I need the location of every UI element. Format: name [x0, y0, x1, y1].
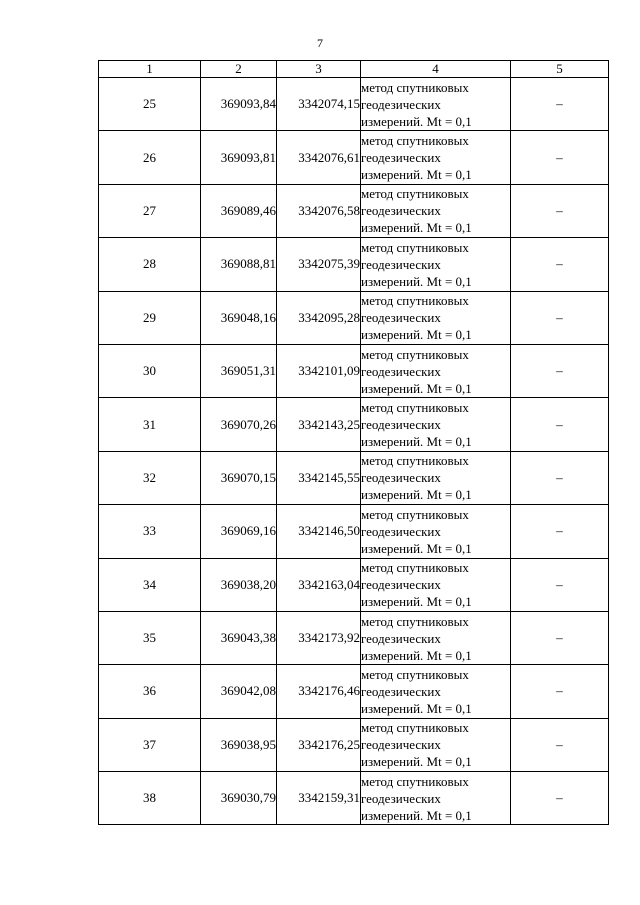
y-coordinate-cell: 3342146,50 [277, 505, 361, 558]
method-cell: метод спутниковых геодезических измерений. Mt = 0,1 [361, 611, 511, 664]
x-coordinate-cell: 369070,15 [201, 451, 277, 504]
method-cell: метод спутниковых геодезических измерений. Mt = 0,1 [361, 718, 511, 771]
point-number-cell: 25 [99, 78, 201, 131]
y-coordinate-cell: 3342074,15 [277, 78, 361, 131]
y-coordinate-cell: 3342159,31 [277, 772, 361, 825]
y-coordinate-cell: 3342076,61 [277, 131, 361, 184]
method-cell: метод спутниковых геодезических измерений. Mt = 0,1 [361, 344, 511, 397]
table-row [99, 718, 609, 771]
y-coordinate-cell: 3342075,39 [277, 238, 361, 291]
y-coordinate-cell: 3342176,25 [277, 718, 361, 771]
x-coordinate-cell: 369030,79 [201, 772, 277, 825]
note-cell: – [511, 344, 609, 397]
table-row [99, 611, 609, 664]
note-cell: – [511, 505, 609, 558]
method-cell: метод спутниковых геодезических измерений. Mt = 0,1 [361, 665, 511, 718]
note-cell: – [511, 238, 609, 291]
table-row [99, 184, 609, 237]
note-cell: – [511, 291, 609, 344]
table-row [99, 131, 609, 184]
method-cell: метод спутниковых геодезических измерений. Mt = 0,1 [361, 291, 511, 344]
point-number-cell: 35 [99, 611, 201, 664]
method-cell: метод спутниковых геодезических измерений. Mt = 0,1 [361, 772, 511, 825]
method-cell: метод спутниковых геодезических измерений. Mt = 0,1 [361, 238, 511, 291]
coordinates-table [98, 60, 609, 825]
y-coordinate-cell: 3342143,25 [277, 398, 361, 451]
column-header-5: 5 [511, 61, 609, 78]
method-cell: метод спутниковых геодезических измерений. Mt = 0,1 [361, 398, 511, 451]
x-coordinate-cell: 369093,81 [201, 131, 277, 184]
point-number-cell: 29 [99, 291, 201, 344]
note-cell: – [511, 665, 609, 718]
y-coordinate-cell: 3342076,58 [277, 184, 361, 237]
column-header-4: 4 [361, 61, 511, 78]
table-header-row [99, 61, 609, 78]
point-number-cell: 37 [99, 718, 201, 771]
table-row [99, 451, 609, 504]
note-cell: – [511, 718, 609, 771]
point-number-cell: 31 [99, 398, 201, 451]
method-cell: метод спутниковых геодезических измерений. Mt = 0,1 [361, 131, 511, 184]
note-cell: – [511, 78, 609, 131]
y-coordinate-cell: 3342173,92 [277, 611, 361, 664]
point-number-cell: 27 [99, 184, 201, 237]
note-cell: – [511, 558, 609, 611]
point-number-cell: 30 [99, 344, 201, 397]
table-row [99, 291, 609, 344]
table-row [99, 665, 609, 718]
method-cell: метод спутниковых геодезических измерений. Mt = 0,1 [361, 184, 511, 237]
point-number-cell: 34 [99, 558, 201, 611]
x-coordinate-cell: 369088,81 [201, 238, 277, 291]
note-cell: – [511, 398, 609, 451]
note-cell: – [511, 451, 609, 504]
x-coordinate-cell: 369070,26 [201, 398, 277, 451]
table-row [99, 505, 609, 558]
point-number-cell: 26 [99, 131, 201, 184]
page-number: 7 [317, 36, 323, 50]
note-cell: – [511, 184, 609, 237]
point-number-cell: 38 [99, 772, 201, 825]
method-cell: метод спутниковых геодезических измерений. Mt = 0,1 [361, 505, 511, 558]
note-cell: – [511, 131, 609, 184]
method-cell: метод спутниковых геодезических измерений. Mt = 0,1 [361, 451, 511, 504]
y-coordinate-cell: 3342101,09 [277, 344, 361, 397]
x-coordinate-cell: 369048,16 [201, 291, 277, 344]
table-row [99, 398, 609, 451]
point-number-cell: 33 [99, 505, 201, 558]
table-row [99, 238, 609, 291]
table-row [99, 344, 609, 397]
column-header-1: 1 [99, 61, 201, 78]
x-coordinate-cell: 369038,95 [201, 718, 277, 771]
x-coordinate-cell: 369093,84 [201, 78, 277, 131]
table-row [99, 772, 609, 825]
table-row [99, 558, 609, 611]
x-coordinate-cell: 369089,46 [201, 184, 277, 237]
x-coordinate-cell: 369069,16 [201, 505, 277, 558]
note-cell: – [511, 611, 609, 664]
point-number-cell: 32 [99, 451, 201, 504]
point-number-cell: 36 [99, 665, 201, 718]
note-cell: – [511, 772, 609, 825]
y-coordinate-cell: 3342176,46 [277, 665, 361, 718]
y-coordinate-cell: 3342163,04 [277, 558, 361, 611]
x-coordinate-cell: 369042,08 [201, 665, 277, 718]
point-number-cell: 28 [99, 238, 201, 291]
y-coordinate-cell: 3342145,55 [277, 451, 361, 504]
x-coordinate-cell: 369051,31 [201, 344, 277, 397]
y-coordinate-cell: 3342095,28 [277, 291, 361, 344]
column-header-2: 2 [201, 61, 277, 78]
column-header-3: 3 [277, 61, 361, 78]
method-cell: метод спутниковых геодезических измерений. Mt = 0,1 [361, 78, 511, 131]
x-coordinate-cell: 369043,38 [201, 611, 277, 664]
table-row [99, 78, 609, 131]
x-coordinate-cell: 369038,20 [201, 558, 277, 611]
method-cell: метод спутниковых геодезических измерений. Mt = 0,1 [361, 558, 511, 611]
